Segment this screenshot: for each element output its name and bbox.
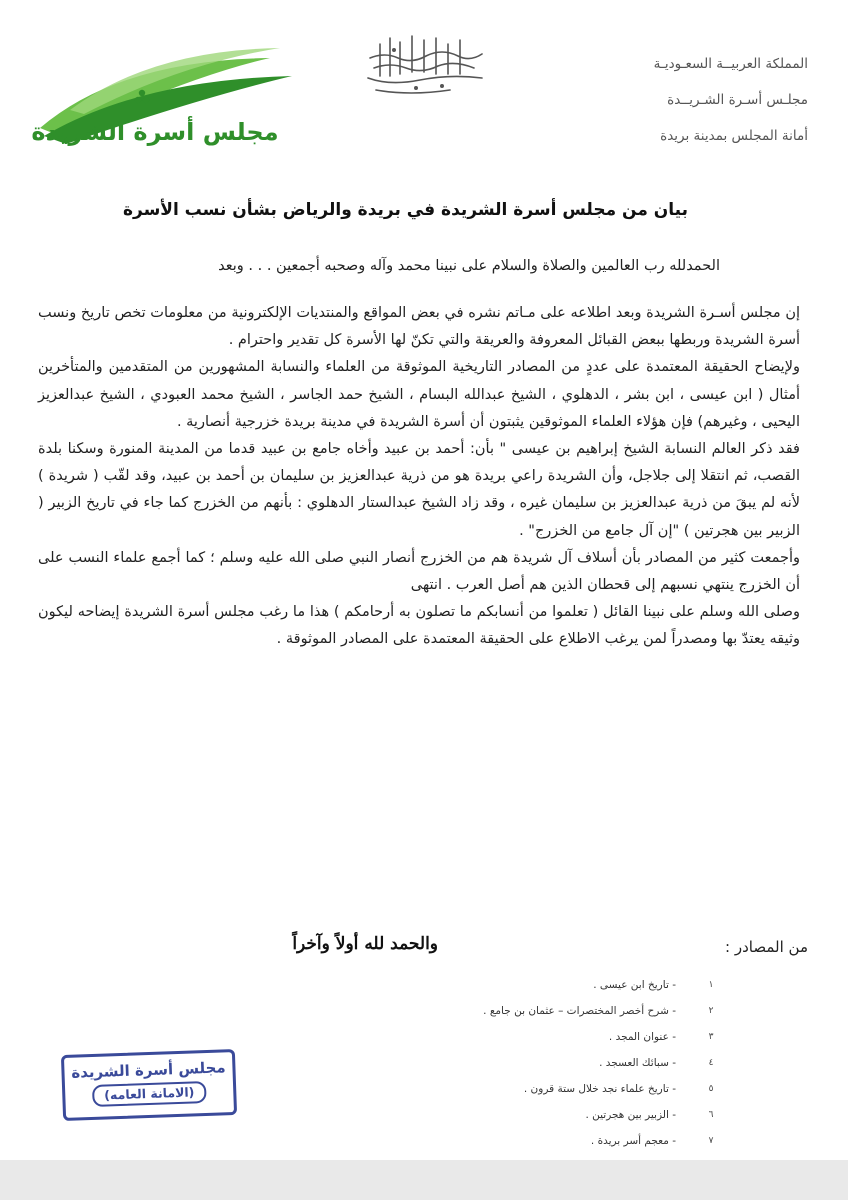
paragraph-intro: إن مجلس أسـرة الشريدة وبعد اطلاعه على مـاتم نشره في بعض المواقع والمنتديات الإلكترونية من معلومات تخص تاريخ ونسب أسرة الشريدة وربطها ببعض القبائل المعروفة والعريقة والتي تكنّ لها الأسرة كل تقدير واحترام . [38, 305, 800, 349]
org-line-council: مجلـس أسـرة الشـريــدة [667, 92, 808, 108]
sources-heading: من المصادر : [725, 938, 808, 956]
sources-list [418, 972, 718, 1154]
source-item: ١ - تاريخ ابن عيسى . [593, 979, 714, 991]
closing-praise: والحمد لله أولاً وآخراً [292, 934, 438, 954]
source-item: ٢ - شرح أخصر المختصرات – عثمان بن جامع . [483, 1005, 714, 1017]
logo-text: مجلس أسرة الشريدة [31, 118, 279, 146]
org-line-secretariat: أمانة المجلس بمدينة بريدة [660, 128, 808, 144]
paragraph-consensus: وأجمعت كثير من المصادر بأن أسلاف آل شريدة هم من الخزرج أنصار النبي صلى الله عليه وسلم ؛ كما أجمع علماء النسب على أن الخزرج ينتهي نسبهم إلى قحطان الذين هم أصل العرب . انتهى [38, 549, 800, 594]
paragraph-conclusion: وصلى الله وسلم على نبينا القائل ( تعلموا من أنسابكم ما تصلون به أرحامكم ) هذا ما رغب مجلس أسرة الشريدة إيضاحه ليكون وثيقه يعتدّ بها ومصدراً لمن يرغب الاطلاع على الحقيقة المعتمدة على المصادر الموثوقة . [38, 604, 800, 648]
document-title: بيان من مجلس أسرة الشريدة في بريدة والرياض بشأن نسب الأسرة [122, 200, 688, 220]
stamp-line-council: مجلس أسرة الشريدة [70, 1058, 226, 1082]
stamp-line-secretariat: (الامانة العامه) [92, 1081, 207, 1107]
paragraph-sources: ولإيضاح الحقيقة المعتمدة على عددٍ من المصادر التاريخية الموثوقة من العلماء والنسابة المشهورين من المتقدمين والمتأخرين أمثال ( ابن عيسى ، ابن بشر ، الدهلوي ، الشيخ عبدالله البسام ، الشيخ حمد الجاسر ، الشيخ محمد العبودي ، الشيخ عبدالعزيز اليحيى ، وغيرهم) فإن هؤلاء العلماء الموثوقين يثبتون أن أسرة الشريدة في مدينة بريدة خزرجية أنصارية . [38, 359, 800, 430]
basmala-calligraphy [350, 28, 500, 98]
source-item: ٧ - معجم أسر بريدة . [590, 1135, 714, 1147]
page-bottom-margin [0, 1160, 848, 1200]
source-item: ٦ - الزبير بين هجرتين . [585, 1109, 714, 1121]
source-item: ٤ - سبائك العسجد . [599, 1057, 714, 1069]
official-stamp [61, 1049, 237, 1121]
org-line-country: المملكة العربيــة السعـوديـة [653, 56, 808, 72]
source-item: ٣ - عنوان المجد . [608, 1031, 714, 1043]
letterhead-org-block [558, 50, 808, 150]
statement-body [38, 300, 800, 654]
paragraph-ibn-isa: فقد ذكر العالم النسابة الشيخ إبراهيم بن عيسى " بأن: أحمد بن عبيد وأخاه جامع بن عبيد قدما من المدينة المنورة وسكنا بلدة القصب، ثم انتقلا إلى جلاجل، وأن الشريدة راعي بريدة هو من ذرية عبدالعزيز بن سليمان بن أحمد بن عبيد، وقد لقّب ( شريدة ) لأنه لم يبقَ من ذرية عبدالعزيز بن سليمان غيره ، وقد زاد الشيخ عبدالستار الدهلوي : بأنهم من الخزرج كما جاء في تاريخ الزبير ( الزبير بين هجرتين ) "إن آل جامع من الخزرج" . [38, 441, 800, 539]
source-item: ٥ - تاريخ علماء نجد خلال ستة قرون . [523, 1083, 714, 1095]
greeting-line: الحمدلله رب العالمين والصلاة والسلام على نبينا محمد وآله وصحبه أجمعين . . . وبعد [218, 258, 720, 274]
